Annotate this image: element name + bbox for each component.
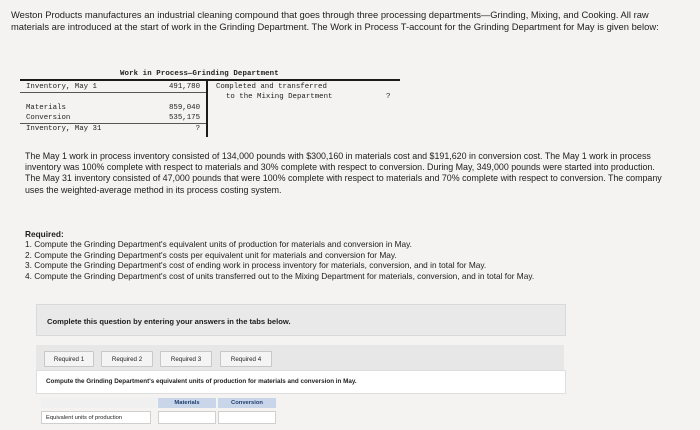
conversion-input[interactable]: [218, 411, 276, 424]
materials-label: Materials: [26, 104, 66, 112]
inventory-may31-label: Inventory, May 31: [26, 125, 102, 133]
conversion-label: Conversion: [26, 114, 71, 122]
t-account-row-rule: [20, 92, 206, 93]
t-account-center-rule: [206, 79, 208, 137]
required-title: Required:: [25, 229, 64, 239]
problem-details: The May 1 work in process inventory consisted of 134,000 pounds with $300,160 in materials cost and $191,620 in conversion cost. The May 1 work in process inventory was 100% complete with respect to materials and 30% complete with respect to conversion. During May, 349,000 pounds were started into production. The May 31 inventory consisted of 47,000 pounds that were 100% complete with respect to materials and 70% complete with respect to conversion. The company uses the weighted-average method in its process costing system.: [25, 151, 662, 195]
materials-column-header: Materials: [158, 398, 216, 408]
grid-header-spacer: [41, 398, 157, 408]
inventory-may31-value: ?: [195, 125, 200, 133]
materials-value: 859,040: [168, 104, 200, 112]
required-item: 1. Compute the Grinding Department's equivalent units of production for materials and conversion in May.: [25, 239, 412, 250]
required-item: 3. Compute the Grinding Department's cost of ending work in process inventory for materials, conversion, and in total for May.: [25, 260, 487, 271]
problem-intro: Weston Products manufactures an industrial cleaning compound that goes through three processing departments—Grinding, Mixing, and Cooking. All raw materials are introduced at the start of work in the Grinding Department. The Work in Process T-account for the Grinding Department for May is given below:: [11, 9, 659, 32]
tab-required-3[interactable]: Required 3: [160, 351, 212, 367]
t-account-row-rule: [20, 123, 206, 124]
tab-required-4[interactable]: Required 4: [220, 351, 272, 367]
t-account: [20, 69, 400, 139]
required-section: [25, 229, 665, 281]
conversion-value: 535,175: [168, 114, 200, 122]
t-account-title: Work in Process—Grinding Department: [120, 70, 279, 78]
inventory-may1-label: Inventory, May 1: [26, 83, 97, 91]
tab-required-2[interactable]: Required 2: [101, 351, 153, 367]
required-item: 2. Compute the Grinding Department's costs per equivalent unit for materials and conversion for May.: [25, 249, 397, 260]
equivalent-units-label: Equivalent units of production: [41, 411, 151, 424]
to-mixing-label: to the Mixing Department: [226, 93, 333, 101]
conversion-column-header: Conversion: [218, 398, 276, 408]
instruction-text: Complete this question by entering your answers in the tabs below.: [47, 317, 291, 326]
tab-bar: [36, 345, 564, 370]
t-account-top-rule: [20, 79, 400, 81]
transferred-value: ?: [386, 93, 391, 101]
required-item: 4. Compute the Grinding Department's cost of units transferred out to the Mixing Department for materials, conversion, and in total for May.: [25, 270, 535, 281]
completed-transferred-label: Completed and transferred: [216, 83, 327, 91]
materials-input[interactable]: [158, 411, 216, 424]
inventory-may1-value: 491,780: [168, 83, 200, 91]
tab-prompt: [36, 370, 566, 394]
instruction-banner: [36, 304, 566, 336]
tab-required-1[interactable]: Required 1: [44, 351, 94, 367]
prompt-text: Compute the Grinding Department's equivalent units of production for materials and conversion in May.: [46, 378, 357, 385]
